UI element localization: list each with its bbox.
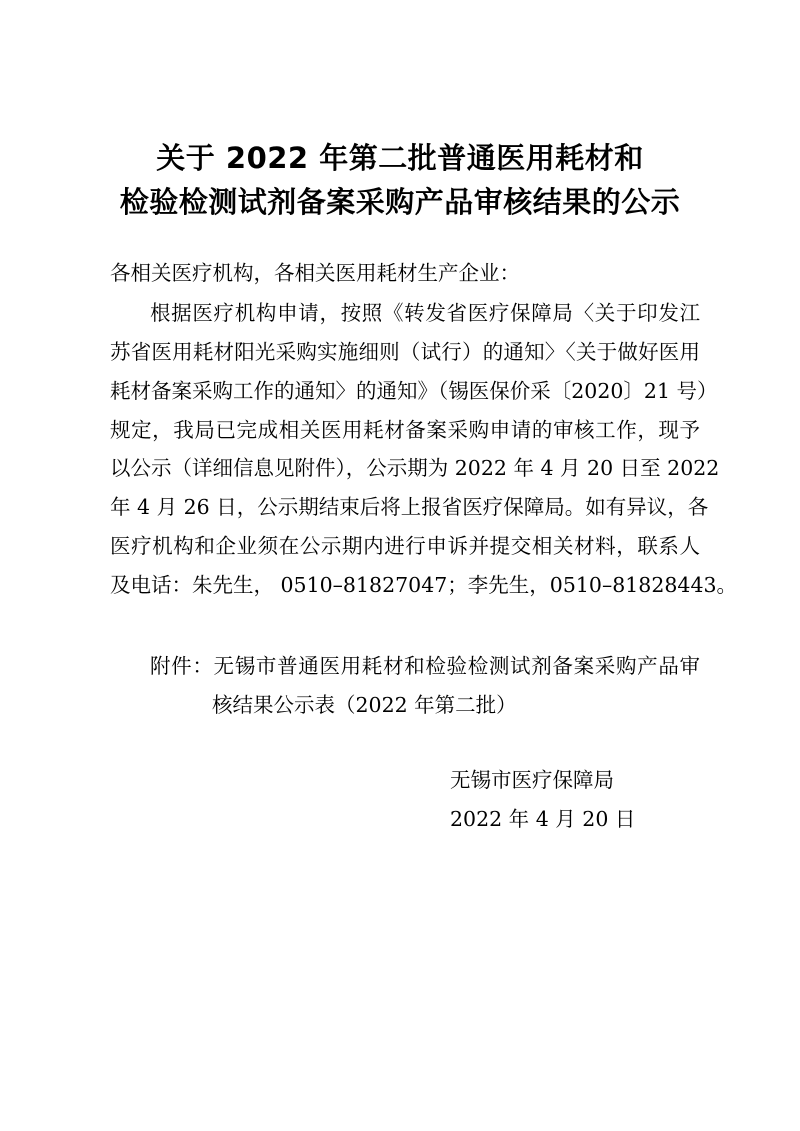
body-line-2: 苏省医用耗材阳光采购实施细则（试行）的通知〉〈关于做好医用 (110, 340, 700, 364)
body-line-3: 耗材备案采购工作的通知〉的通知》（锡医保价采〔2020〕21 号） (110, 379, 718, 403)
attachment-line-2: 核结果公示表（2022 年第二批） (212, 693, 517, 717)
attachment-line-1: 附件：无锡市普通医用耗材和检验检测试剂备案采购产品审 (150, 654, 700, 678)
document-title-line-2: 检验检测试剂备案采购产品审核结果的公示 (119, 185, 681, 219)
body-line-6: 年 4 月 26 日，公示期结束后将上报省医疗保障局。如有异议，各 (110, 495, 709, 519)
signature-organization: 无锡市医疗保障局 (450, 768, 614, 792)
salutation: 各相关医疗机构，各相关医用耗材生产企业： (110, 261, 520, 285)
body-line-1: 根据医疗机构申请，按照《转发省医疗保障局〈关于印发江 (150, 301, 700, 325)
body-line-5: 以公示（详细信息见附件），公示期为 2022 年 4 月 20 日至 2022 (110, 456, 720, 480)
body-line-8: 及电话：朱先生， 0510–81827047；李先生，0510–81828443。 (110, 573, 738, 597)
body-line-4: 规定，我局已完成相关医用耗材备案采购申请的审核工作，现予 (110, 418, 700, 442)
document-title-line-1: 关于 2022 年第二批普通医用耗材和 (156, 141, 644, 175)
signature-date: 2022 年 4 月 20 日 (450, 807, 636, 831)
body-line-7: 医疗机构和企业须在公示期内进行申诉并提交相关材料，联系人 (110, 534, 700, 558)
